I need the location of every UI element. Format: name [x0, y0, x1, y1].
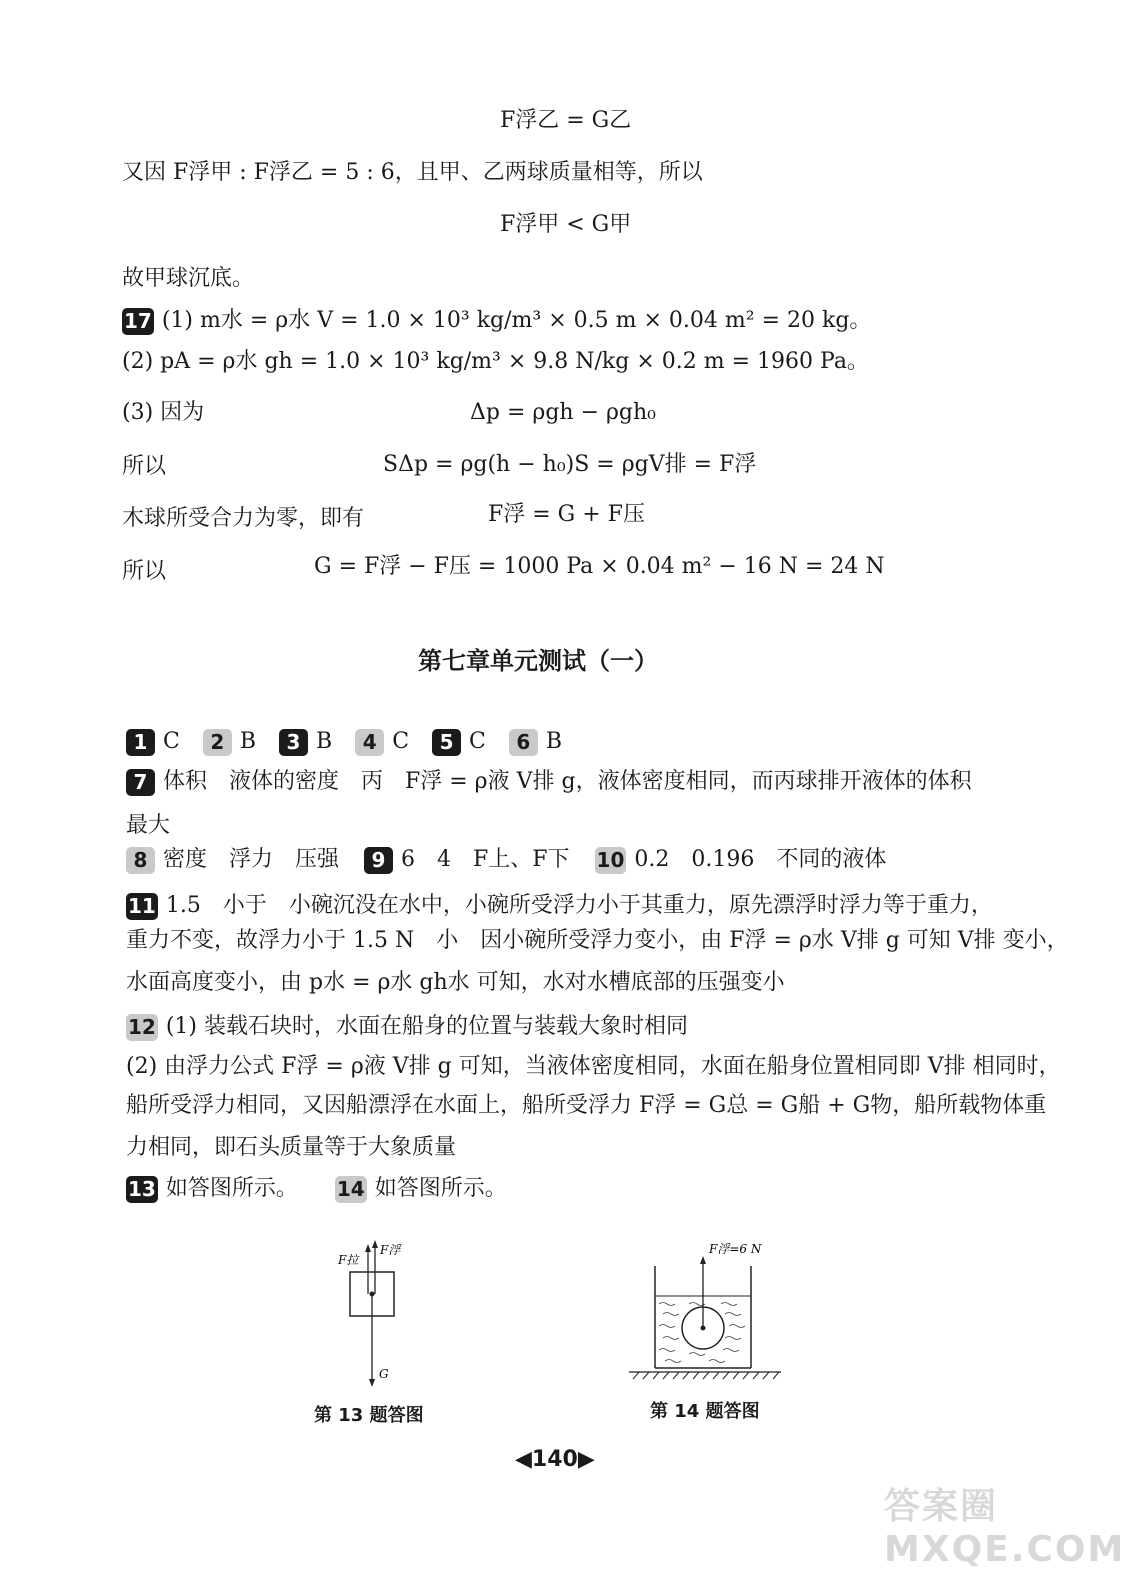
watermark-logo: 答案圈 MXQE.COM [884, 1486, 1125, 1570]
q17-p1-text: (1) m水 = ρ水 V = 1.0 × 10³ kg/m³ × 0.5 m × 0.04 m² = 20 kg。 [161, 308, 872, 333]
q17-part4-equation: SΔp = ρg(h − h₀)S = ρgV排 = F浮 [383, 452, 757, 477]
label-f-buoy: F浮 [380, 1243, 401, 1257]
figure-13-diagram [320, 1232, 430, 1392]
question-number-10: 10 [596, 847, 625, 872]
question-number-4: 4 [355, 729, 384, 756]
answer-5: C [469, 729, 486, 754]
question-number-13: 13 [128, 1176, 156, 1201]
question-number-14: 14 [336, 1176, 365, 1201]
question-number-9: 9 [364, 847, 393, 874]
q17-part6-label: 所以 [122, 559, 167, 584]
pull-arrowhead [365, 1244, 371, 1252]
equation-buoyancy-jia: F浮甲 < G甲 [500, 212, 632, 237]
answer-3: B [316, 729, 333, 754]
question-number-2: 2 [203, 729, 232, 756]
mc-answers-row [126, 727, 578, 757]
answer-1: C [163, 729, 180, 754]
q17-part2: (2) pA = ρ水 gh = 1.0 × 10³ kg/m³ × 9.8 N/kg × 0.2 m = 1960 Pa。 [122, 349, 869, 374]
buoyancy-arrowhead [372, 1240, 378, 1248]
label-f-buoy-6n: F浮=6 N [709, 1242, 762, 1256]
q11-line2: 重力不变，故浮力小于 1.5 N 小 因小碗所受浮力变小，由 F浮 = ρ水 V排 g 可知 V排 变小， [126, 928, 1069, 953]
buoyancy-arrowhead-14 [700, 1256, 706, 1264]
equation-buoyancy-yi: F浮乙 = G乙 [500, 108, 632, 133]
question-number-7: 7 [126, 769, 155, 796]
q12-line2: (2) 由浮力公式 F浮 = ρ液 V排 g 可知，当液体密度相同，水面在船身位置相同即 V排 相同时， [126, 1054, 1061, 1079]
q9-text: 6 4 F上、F下 [401, 847, 570, 872]
q13-text: 如答图所示。 [165, 1176, 298, 1201]
ground-hatching [633, 1372, 779, 1379]
chapter-title: 第七章单元测试（一） [418, 647, 658, 675]
figure-13-caption: 第 13 题答图 [314, 1405, 424, 1426]
question-number-3: 3 [279, 729, 308, 756]
question-number-12: 12 [128, 1014, 156, 1039]
question-number-17: 17 [124, 308, 152, 333]
answer-6: B [545, 729, 563, 754]
q14-text: 如答图所示。 [374, 1176, 507, 1201]
page-number: ◀140▶ [515, 1447, 595, 1472]
q11-line1 [126, 891, 993, 921]
q12-text-1: (1) 装载石块时，水面在船身的位置与装载大象时相同 [165, 1014, 689, 1039]
q11-text-1: 1.5 小于 小碗沉没在水中，小碗所受浮力小于其重力，原先漂浮时浮力等于重力， [165, 893, 993, 918]
text-ratio-line: 又因 F浮甲 : F浮乙 = 5 : 6，且甲、乙两球质量相等，所以 [122, 160, 703, 185]
question-number-11: 11 [128, 893, 156, 918]
question-number-5: 5 [432, 729, 461, 756]
label-f-pull: F拉 [338, 1253, 359, 1267]
q7-line2: 最大 [126, 813, 171, 838]
q17-part5-label: 木球所受合力为零，即有 [122, 506, 365, 531]
question-number-1: 1 [126, 729, 155, 756]
q17-part5-equation: F浮 = G + F压 [488, 502, 645, 527]
q17-part6-equation: G = F浮 − F压 = 1000 Pa × 0.04 m² − 16 N = 24 N [314, 554, 885, 579]
q8-q10-row [126, 845, 886, 875]
question-number-6: 6 [509, 729, 538, 756]
q7-line1 [126, 767, 972, 797]
q13-q14-row [126, 1174, 507, 1204]
q17-part4-label: 所以 [122, 454, 167, 479]
q8-text: 密度 浮力 压强 [163, 847, 340, 872]
answer-2: B [239, 729, 257, 754]
q17-part1 [122, 306, 871, 336]
q17-part3-label: (3) 因为 [122, 400, 205, 425]
q12-line1 [126, 1012, 688, 1042]
q17-part3-equation: Δp = ρgh − ρgh₀ [470, 400, 657, 425]
gravity-arrowhead [369, 1379, 375, 1387]
q12-line3: 船所受浮力相同，又因船漂浮在水面上，船所受浮力 F浮 = G总 = G船 + G物，船所载物体重 [126, 1093, 1047, 1118]
figure-14-diagram [625, 1236, 785, 1386]
label-g: G [379, 1367, 389, 1381]
question-number-8: 8 [126, 847, 155, 874]
q7-text: 体积 液体的密度 丙 F浮 = ρ液 V排 g，液体密度相同，而丙球排开液体的体积 [163, 769, 972, 794]
text-conclusion: 故甲球沉底。 [122, 266, 255, 291]
q11-line3: 水面高度变小，由 p水 = ρ水 gh水 可知，水对水槽底部的压强变小 [126, 970, 785, 995]
figure-14-caption: 第 14 题答图 [650, 1401, 760, 1422]
q10-text: 0.2 0.196 不同的液体 [634, 847, 887, 872]
q12-line4: 力相同，即石头质量等于大象质量 [126, 1135, 457, 1160]
answer-4: C [392, 729, 410, 754]
